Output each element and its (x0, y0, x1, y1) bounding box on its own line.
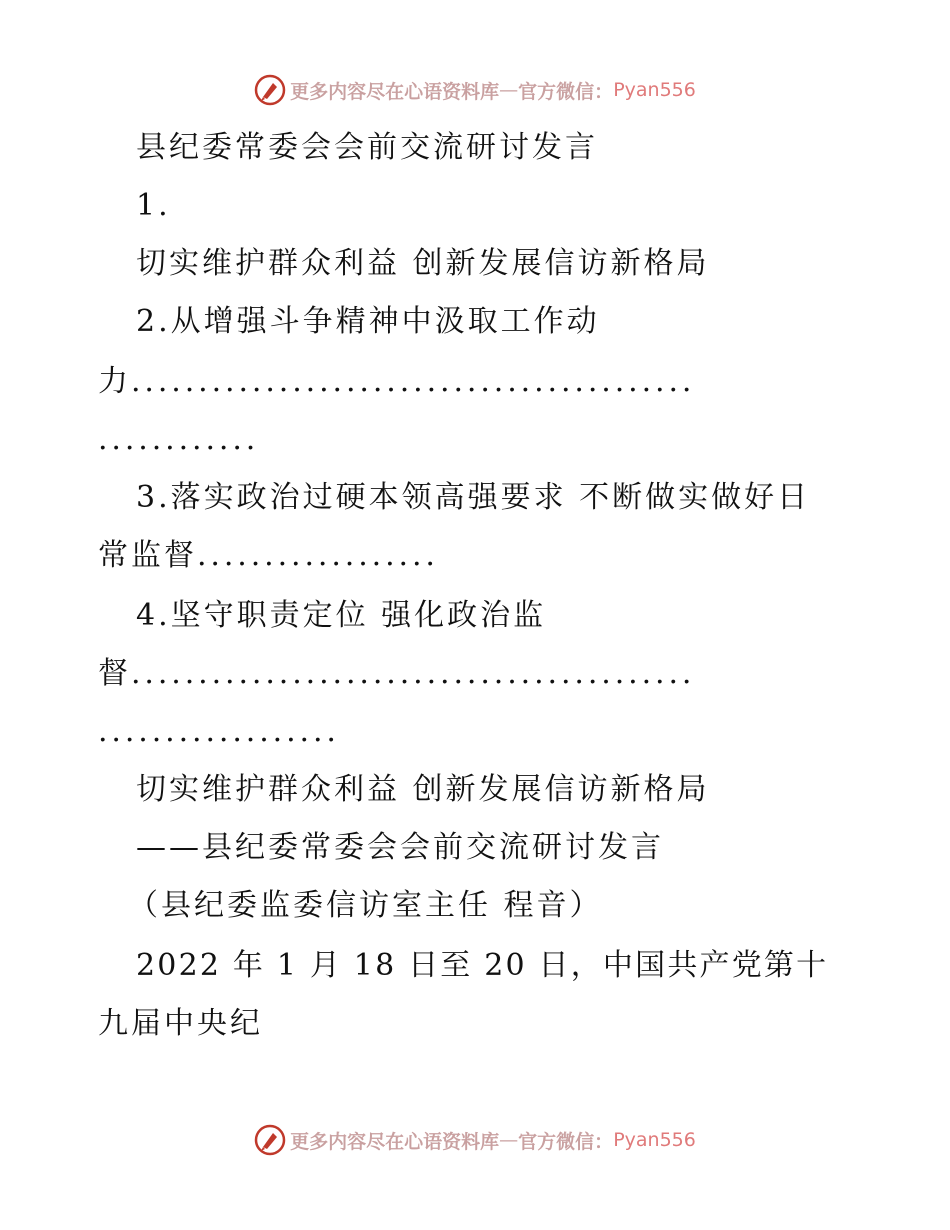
toc-item-3-continuation (98, 536, 439, 576)
toc-item-2-continuation (98, 362, 695, 402)
toc-item-4-cont-text: 督 (98, 656, 131, 691)
pen-nib-logo-icon (254, 74, 286, 106)
toc-item-3-cont-text: 常监督 (98, 538, 197, 573)
toc-item-1-number: 1. (136, 188, 171, 223)
paragraph-line-1: 2022 年 1 月 18 日至 20 日，中国共产党第十 (136, 948, 829, 983)
watermark-wechat-id: Pyan556 (613, 1129, 696, 1151)
watermark-separator: — (499, 1129, 519, 1151)
toc-leader-dots: .................. (197, 538, 439, 573)
toc-item-2-title: 2.从增强斗争精神中汲取工作动 (136, 304, 600, 339)
paragraph-line-2: 九届中央纪 (98, 1006, 263, 1041)
toc-item-1-title: 切实维护群众利益 创新发展信访新格局 (136, 246, 710, 281)
article-subheading: ——县纪委常委会会前交流研讨发言 (136, 830, 664, 865)
toc-item-3-title: 3.落实政治过硬本领高强要求 不断做实做好日 (136, 480, 811, 515)
document-title: 县纪委常委会会前交流研讨发言 (136, 130, 598, 165)
footer-watermark (0, 1120, 950, 1160)
toc-leader-dots: .......................................... (131, 364, 696, 399)
toc-item-4-continuation (98, 654, 695, 694)
watermark-text: 更多内容尽在心语资料库 (290, 80, 500, 103)
toc-leader-dots: ............ (98, 422, 260, 457)
pen-nib-logo-icon (254, 1124, 286, 1156)
watermark-separator: — (499, 79, 519, 101)
watermark-label: 官方微信： (518, 1130, 614, 1153)
watermark-text: 更多内容尽在心语资料库 (290, 1130, 500, 1153)
toc-leader-dots: .......................................... (131, 656, 696, 691)
header-watermark (0, 70, 950, 110)
watermark-label: 官方微信： (518, 80, 614, 103)
article-heading: 切实维护群众利益 创新发展信访新格局 (136, 772, 710, 807)
article-author: （县纪委监委信访室主任 程音） (128, 888, 603, 923)
toc-item-2-cont-text: 力 (98, 364, 131, 399)
watermark-wechat-id: Pyan556 (613, 79, 696, 101)
toc-item-4-title: 4.坚守职责定位 强化政治监 (136, 598, 547, 633)
toc-leader-dots: .................. (98, 714, 340, 749)
